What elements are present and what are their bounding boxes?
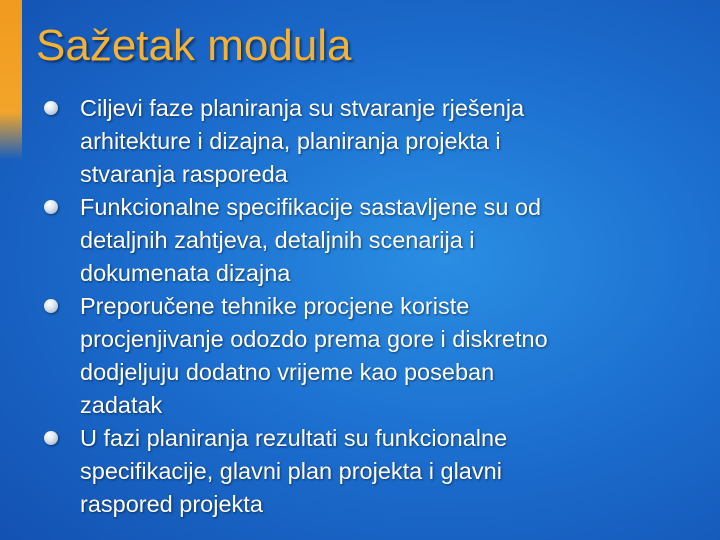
round-bullet-icon [44,431,58,445]
bullet-line: dodjeljuju dodatno vrijeme kao poseban [80,359,495,385]
bullet-line: stvaranja rasporeda [80,161,288,187]
bullet-line: U fazi planiranja rezultati su funkcionalne [80,425,508,451]
bullet-item-2 [44,191,664,290]
bullet-line: raspored projekta [80,491,263,517]
round-bullet-icon [44,101,58,115]
bullet-line: procjenjivanje odozdo prema gore i diskretno [80,326,548,352]
bullet-item-3 [44,290,664,422]
bullet-line: Funkcionalne specifikacije sastavljene su od [80,194,542,220]
bullet-line: detaljnih zahtjeva, detaljnih scenarija i [80,227,475,253]
bullet-line: zadatak [80,392,163,418]
slide-title: Sažetak modula [36,21,352,70]
bullet-item-1 [44,92,664,191]
round-bullet-icon [44,200,58,214]
bullet-line: specifikacije, glavni plan projekta i glavni [80,458,502,484]
accent-bar [0,0,22,160]
bullet-line: dokumenata dizajna [80,260,291,286]
bullet-list [44,92,664,521]
bullet-line: arhitekture i dizajna, planiranja projekta i [80,128,501,154]
bullet-line: Preporučene tehnike procjene koriste [80,293,470,319]
bullet-item-4 [44,422,664,521]
round-bullet-icon [44,299,58,313]
bullet-line: Ciljevi faze planiranja su stvaranje rješenja [80,95,525,121]
